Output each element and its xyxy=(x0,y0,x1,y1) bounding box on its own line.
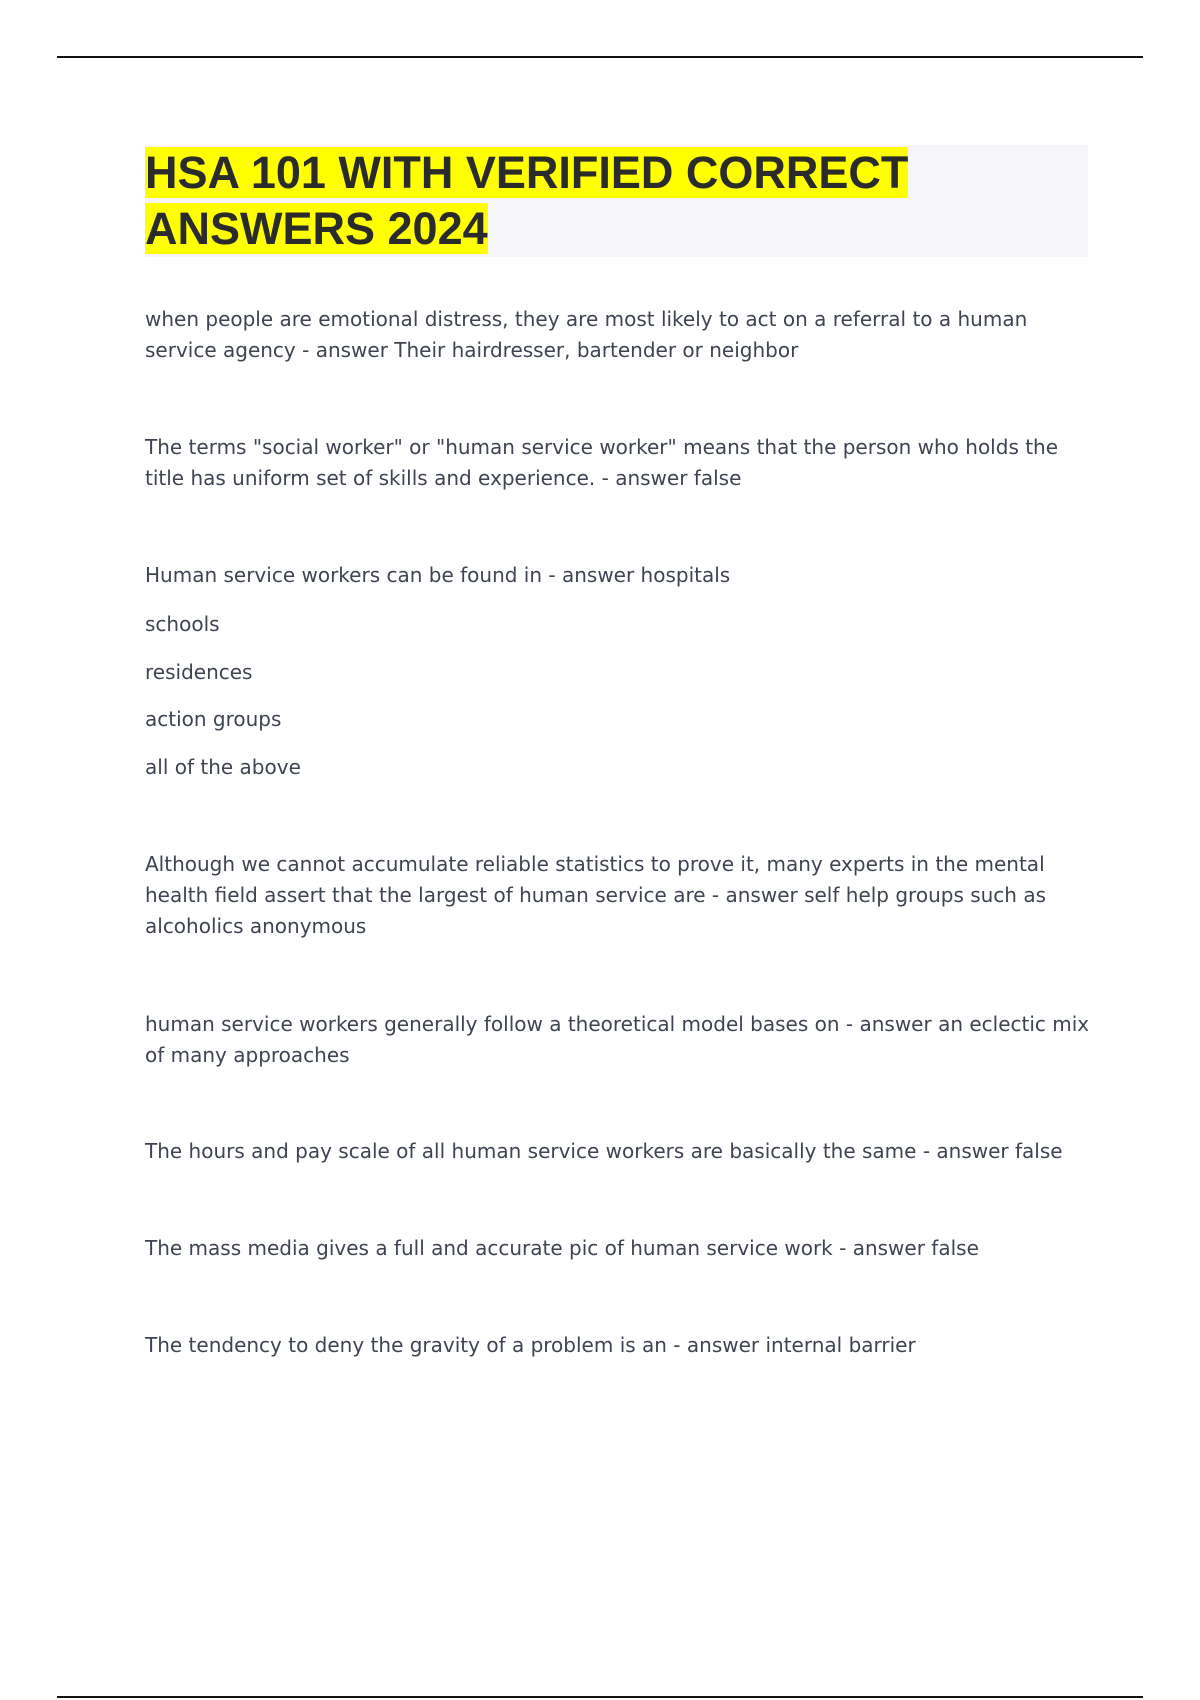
question-item: Human service workers can be found in - answer hospitals xyxy=(145,563,731,587)
document-title xyxy=(145,145,1088,257)
title-highlight: HSA 101 WITH VERIFIED CORRECT ANSWERS 2024 xyxy=(145,147,909,254)
question-item: The terms "social worker" or "human service worker" means that the person who holds the title has uniform set of skills and experience. - answer false xyxy=(145,435,1059,490)
top-rule xyxy=(57,56,1143,58)
question-item: The mass media gives a full and accurate pic of human service work - answer false xyxy=(145,1236,979,1260)
question-item: human service workers generally follow a theoretical model bases on - answer an eclectic mix of many approaches xyxy=(145,1012,1090,1067)
bottom-rule xyxy=(57,1696,1143,1698)
question-item: The hours and pay scale of all human service workers are basically the same - answer false xyxy=(145,1139,1063,1163)
answer-option: action groups xyxy=(145,707,282,731)
answer-option: residences xyxy=(145,660,253,684)
question-item: Although we cannot accumulate reliable statistics to prove it, many experts in the mental health field assert that the largest of human service are - answer self help groups such as alcoholics anonymous xyxy=(145,852,1047,938)
question-item: The tendency to deny the gravity of a problem is an - answer internal barrier xyxy=(145,1333,916,1357)
answer-option: schools xyxy=(145,612,220,636)
answer-option: all of the above xyxy=(145,755,301,779)
question-item: when people are emotional distress, they are most likely to act on a referral to a human service agency - answer Their hairdresser, bartender or neighbor xyxy=(145,307,1028,362)
